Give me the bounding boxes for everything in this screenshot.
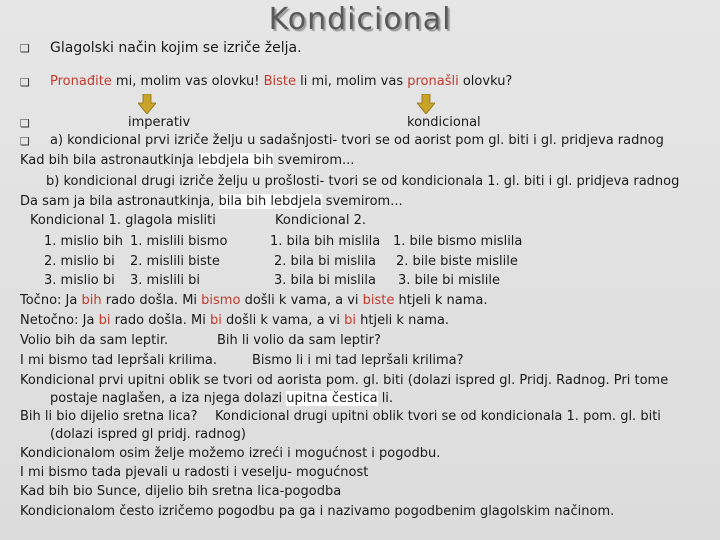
text-segment: svemirom... [273, 153, 355, 168]
bullet-2-text [50, 74, 512, 89]
imperativ-label: imperativ [128, 115, 191, 130]
text-segment: mi, molim vas olovku! [111, 74, 264, 89]
table-cell: 1. bile bismo mislila [393, 234, 523, 249]
conditional-word: bih [81, 293, 102, 308]
conditional-word: Biste [263, 74, 297, 89]
bullet-icon: ❑ [20, 135, 30, 148]
example-2 [20, 194, 403, 209]
incorrect-example [20, 313, 449, 328]
bullet-icon: ❑ [20, 42, 30, 55]
down-arrow-icon [138, 94, 156, 114]
text-segment: rado došla. Mi [101, 293, 202, 308]
text-segment: došli k vama, a vi [221, 313, 345, 328]
text-segment: svemirom... [321, 194, 403, 209]
bullet-icon: ❑ [20, 117, 30, 130]
text-segment: Netočno: Ja [20, 313, 99, 328]
imperative-word: Pronađite [50, 74, 112, 89]
table-cell: 1. mislili bismo [130, 234, 228, 249]
text-segment: olovku? [458, 74, 513, 89]
paragraph-2-example: Bih li bio dijelio sretna lica? [20, 409, 198, 424]
paragraph-6: Kondicionalom često izričemo pogodbu pa ga i nazivamo pogodbenim glagolskim načinom. [20, 504, 615, 519]
paragraph-2-line-2: (dolazi ispred gl pridj. radnog) [50, 427, 246, 442]
text-segment: li. [377, 391, 394, 406]
table-cell: 3. mislio bi [44, 273, 115, 288]
text-segment: htjeli k nama. [394, 293, 488, 308]
paragraph-1-line-1: Kondicional prvi upitni oblik se tvori od aorista pom. gl. biti (dolazi ispred gl. Pridj. Radnog. Pri tome [20, 373, 669, 388]
question-1-statement: Volio bih da sam leptir. [20, 333, 169, 348]
text-segment: Da sam ja bila astronautkinja, [20, 194, 219, 209]
text-segment: došli k vama, a vi [240, 293, 363, 308]
table-cell: 3. mislili bi [130, 273, 201, 288]
table-header-2: Kondicional 2. [275, 213, 366, 228]
conditional-word: bi [344, 313, 356, 328]
bullet-1-text: Glagolski način kojim se izriče želja. [50, 40, 302, 56]
conditional-word: bi [210, 313, 222, 328]
table-cell: 2. bila bi mislila [274, 254, 376, 269]
down-arrow-icon [417, 94, 435, 114]
paragraph-3: Kondicionalom osim želje možemo izreći i mogućnost i pogodbu. [20, 446, 441, 461]
text-segment: Točno: Ja [20, 293, 82, 308]
conditional-word: pronašli [407, 74, 459, 89]
table-cell: 2. mislili biste [130, 254, 220, 269]
table-cell: 2. bile biste mislile [396, 254, 518, 269]
highlighted-text: bila bih lebdjela [218, 194, 322, 209]
text-segment: Kad bih bila astronautkinja [20, 153, 198, 168]
conditional-word: bi [98, 313, 111, 328]
table-cell: 3. bila bi mislila [274, 273, 376, 288]
paragraph-5: Kad bih bio Sunce, dijelio bih sretna lica-pogodba [20, 484, 342, 499]
highlighted-text: upitna čestica [286, 391, 378, 406]
bullet-icon: ❑ [20, 76, 30, 89]
correct-example [20, 293, 487, 308]
conditional-word: biste [362, 293, 395, 308]
slide-title: Kondicional [268, 2, 452, 37]
paragraph-1-line-2 [50, 391, 393, 406]
table-header-1: Kondicional 1. glagola misliti [30, 213, 216, 228]
kondicional-label: kondicional [407, 115, 481, 130]
text-segment: htjeli k nama. [355, 313, 450, 328]
table-cell: 1. mislio bih [44, 234, 123, 249]
highlighted-text: lebdjela bih [197, 153, 274, 168]
conditional-b-text: b) kondicional drugi izriče želju u prošlosti- tvori se od kondicionala 1. gl. biti i gl. pridjeva radnog [46, 174, 680, 189]
table-cell: 3. bile bi mislile [398, 273, 501, 288]
text-segment: li mi, molim vas [296, 74, 408, 89]
table-cell: 1. bila bih mislila [270, 234, 381, 249]
text-segment: rado došla. Mi [110, 313, 211, 328]
question-2-statement: I mi bismo tad lepršali krilima. [20, 353, 217, 368]
conditional-word: bismo [201, 293, 241, 308]
text-segment: postaje naglašen, a iza njega dolazi [50, 391, 287, 406]
paragraph-2-text: Kondicional drugi upitni oblik tvori se od kondicionala 1. pom. gl. biti [215, 409, 661, 424]
question-2-question: Bismo li i mi tad lepršali krilima? [252, 353, 464, 368]
question-1-question: Bih li volio da sam leptir? [217, 333, 381, 348]
table-cell: 2. mislio bi [44, 254, 115, 269]
paragraph-4: I mi bismo tada pjevali u radosti i veselju- mogućnost [20, 465, 369, 480]
conditional-a-text: a) kondicional prvi izriče želju u sadašnjosti- tvori se od aorist pom gl. biti i gl. pridjeva radnog [50, 133, 664, 148]
example-1 [20, 153, 354, 168]
